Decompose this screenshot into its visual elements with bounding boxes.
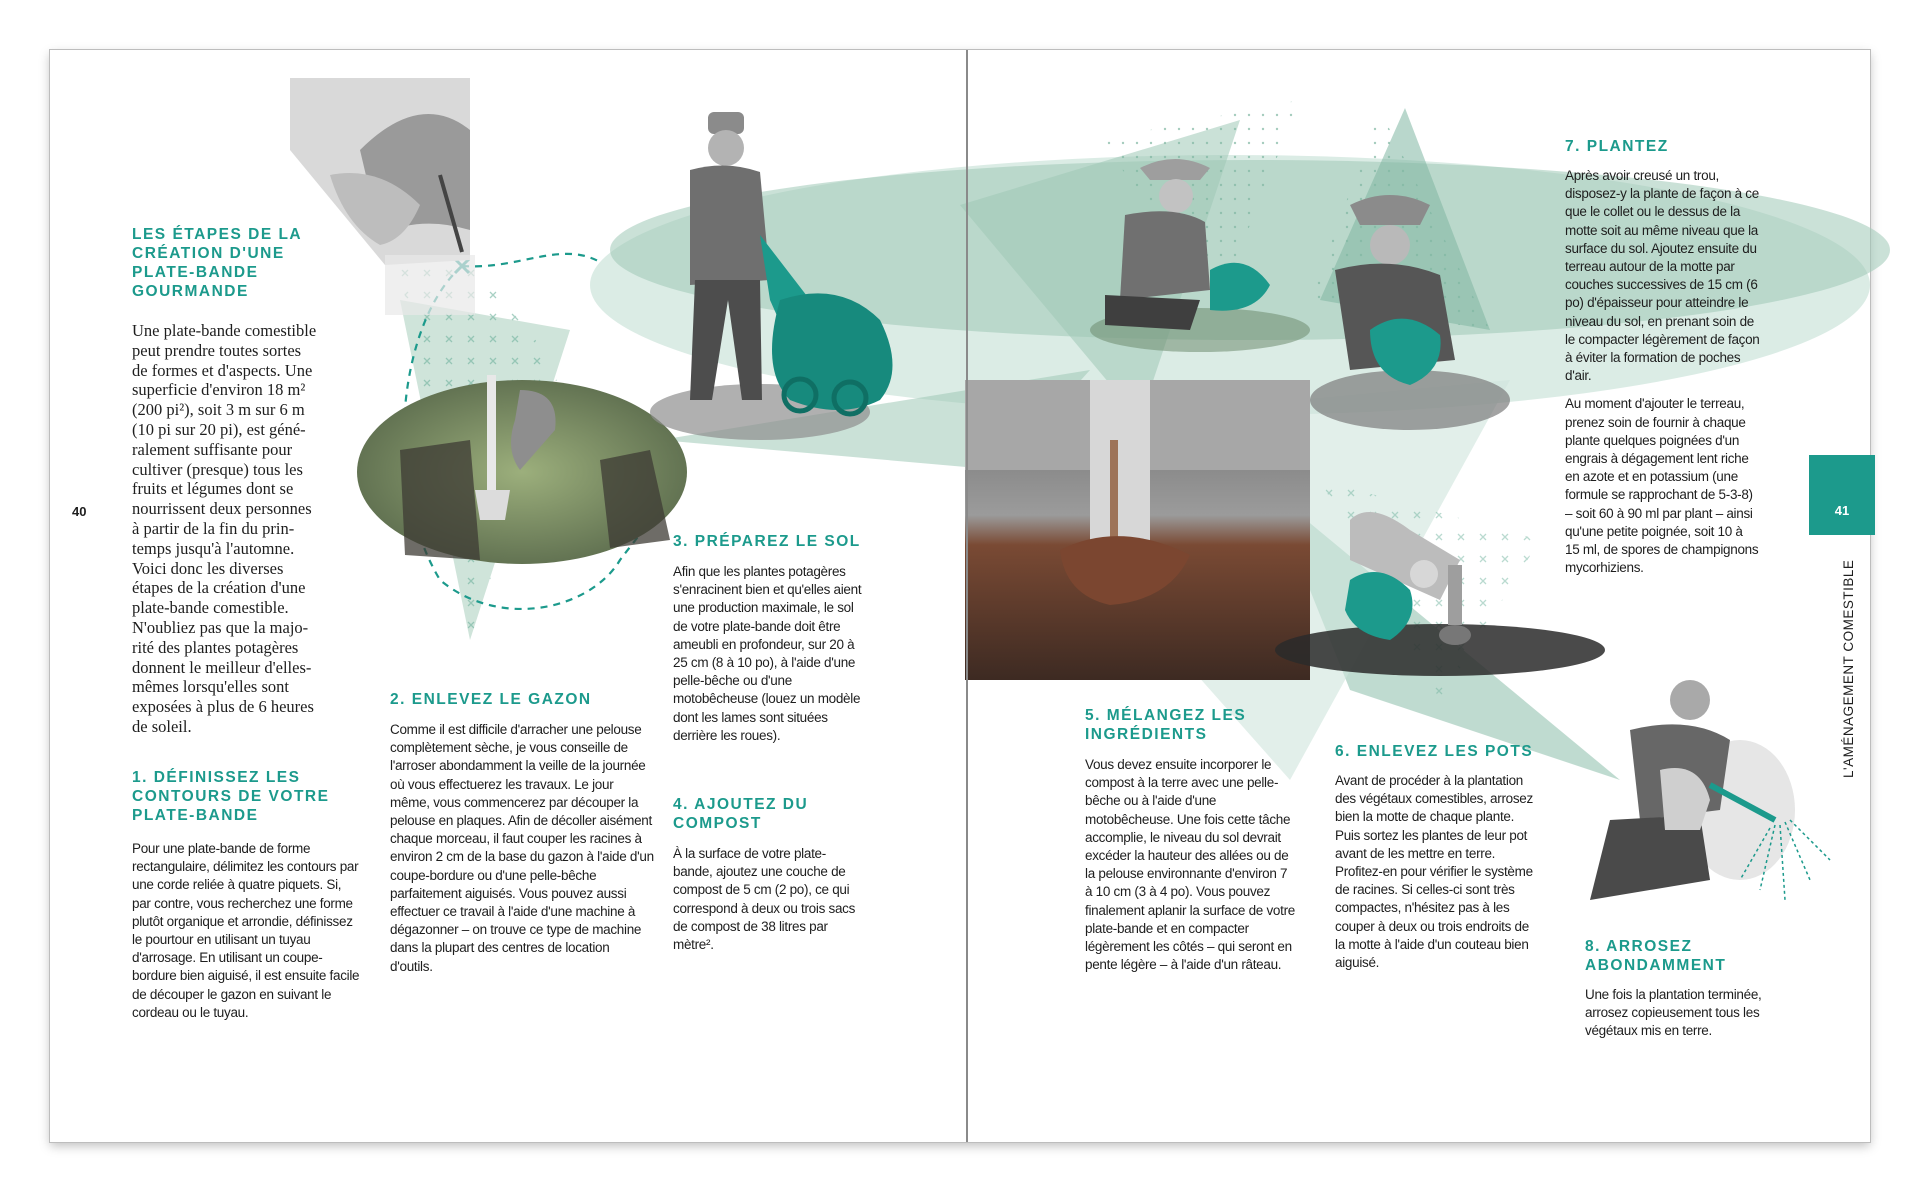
step-5-text	[1085, 756, 1295, 984]
intro-line: exposées à plus de 6 heures	[132, 697, 314, 717]
intro-line: peut prendre toutes sortes	[132, 340, 302, 360]
lawn-spade-photo	[357, 375, 687, 564]
step-8-text	[1585, 986, 1765, 1051]
step-2-heading: 2. ENLEVEZ LE GAZON	[390, 691, 592, 708]
page-number-left: 40	[72, 504, 87, 519]
step-2-paragraph: Comme il est difficile d'arracher une pelouse complètement sèche, je vous conseille de l'arroser abondamment la veille de la journée où vous effectuerez les travaux. Le jour même, vous commencerez par découper la pelouse en plaques. Afin de décoller aisément chaque morceau, il faut couper les racines à environ 2 cm de la base du gazon à l'aide d'un coupe-bordure ou d'une pelle-bêche parfaitement aiguisés. Vous pouvez aussi effectuer ce travail à l'aide d'une machine à dégazonner – on trouve ce type de machine dans la plupart des centres de location d'outils.	[390, 722, 654, 974]
page-number-right: 41	[1834, 503, 1850, 518]
intro-line: (10 pi sur 20 pi), est géné-	[132, 419, 306, 439]
step-7-text	[1565, 167, 1760, 587]
intro-line: temps jusqu'à l'automne.	[132, 538, 295, 558]
intro-line: de formes et d'aspects. Une	[132, 360, 313, 380]
intro-line: fruits et légumes dont se	[132, 479, 294, 499]
intro-line: nourrissent deux personnes	[132, 499, 312, 519]
step-4-paragraph: À la surface de votre plate-bande, ajoutez une couche de compost de 5 cm (2 po), ce qui correspond à deux ou trois sacs de compost de 38 litres par mètre².	[673, 846, 856, 953]
intro-line: mêmes lorsqu'elles sont	[132, 677, 289, 697]
shovel-compost-photo	[965, 380, 1310, 680]
step-1-paragraph: Pour une plate-bande de forme rectangulaire, délimitez les contours par une corde reliée à quatre piquets. Si, par contre, vous recherchez une forme plutôt organique et arrondie, définissez le pourtour en utilisant un tuyau d'arrosage. En utilisant un coupe-bordure bien aiguisé, il est ensuite facile de découper le gazon en suivant le cordeau ou le tuyau.	[132, 841, 360, 1020]
step-4-heading: 4. AJOUTEZ DU COMPOST	[673, 796, 809, 832]
intro-line: rité des plantes potagères	[132, 637, 299, 657]
step-7-heading: 7. PLANTEZ	[1565, 138, 1669, 155]
step-1-heading: 1. DÉFINISSEZ LES CONTOURS DE VOTRE PLATE-BANDE	[132, 769, 330, 824]
step-3-text	[673, 563, 863, 755]
step-3-paragraph: Afin que les plantes potagères s'enracinent bien et qu'elles aient une production maximale, le sol de votre plate-bande doit être ameubli en profondeur, sur 20 à 25 cm (8 à 10 po), à l'aide d'une pelle-bêche ou d'une motobêcheuse (louez un modèle dont les lames sont situées derrière les roues).	[673, 564, 862, 743]
intro-line: Voici donc les diverses	[132, 558, 284, 578]
step-6-heading: 6. ENLEVEZ LES POTS	[1335, 743, 1534, 760]
step-4-text	[673, 845, 863, 964]
intro-line: donnent le meilleur d'elles-	[132, 657, 312, 677]
step-7-paragraph: Après avoir creusé un trou, disposez-y la plante de façon à ce que le collet ou le dessus de la motte soit au même niveau que la surface du sol. Ajoutez ensuite du terreau autour de la motte par couches successives de 15 cm (6 po) d'épaisseur pour atteindre le niveau du sol, en prenant soin de le compacter légèrement de façon à éviter la formation de poches d'air.	[1565, 168, 1760, 384]
step-8-heading: 8. ARROSEZ ABONDAMMENT	[1585, 938, 1727, 974]
intro-line: plate-bande comestible.	[132, 598, 289, 618]
section-tab	[1809, 455, 1875, 535]
step-5-paragraph: Vous devez ensuite incorporer le compost à la terre avec une pelle-bêche ou à l'aide d'une motobêcheuse. Une fois cette tâche accomplie, le niveau du sol devrait excéder la hauteur des allées ou de la pelouse environnante d'environ 7 à 10 cm (3 à 4 po). Vous pouvez finalement aplanir la surface de votre plate-bande et en compacter légèrement les côtés – qui seront en pente légère – à l'aide d'un râteau.	[1085, 757, 1295, 973]
section-tab-label-wrap	[1840, 548, 1860, 778]
intro-line: superficie d'environ 18 m²	[132, 380, 306, 400]
intro-line: (200 pi²), soit 3 m sur 6 m	[132, 400, 305, 420]
watering-man-photo	[1590, 680, 1830, 900]
step-5-heading: 5. MÉLANGEZ LES INGRÉDIENTS	[1085, 707, 1247, 743]
intro-line: à partir de la fin du prin-	[132, 518, 295, 538]
intro-line: Une plate-bande comestible	[132, 321, 317, 340]
intro-line: ralement suffisante pour	[132, 439, 293, 459]
step-6-text	[1335, 772, 1535, 982]
step-8-paragraph: Une fois la plantation terminée, arrosez copieusement tous les végétaux mis en terre.	[1585, 987, 1762, 1039]
step-3-heading: 3. PRÉPAREZ LE SOL	[673, 533, 861, 550]
intro-line: N'oubliez pas que la majo-	[132, 617, 309, 637]
step-7-paragraph: Au moment d'ajouter le terreau, prenez soin de fournir à chaque plante quelques poignées d'un engrais à dégagement lent riche en azote et en potassium (une formule se rapprochant de 5-3-8) – soit 60 à 90 ml par plant – ainsi qu'une petite poignée, soit 10 à 15 ml, de spores de champignons mycorhiziens.	[1565, 396, 1759, 576]
step-6-paragraph: Avant de procéder à la plantation des végétaux comestibles, arrosez bien la motte de chaque plante. Puis sortez les plantes de leur pot avant de les mettre en terre. Profitez-en pour vérifier le système de racines. Si celles-ci sont très compactes, n'hésitez pas à les couper à deux ou trois endroits de la motte à l'aide d'un couteau bien aiguisé.	[1335, 773, 1533, 971]
intro-heading: LES ÉTAPES DE LA CRÉATION D'UNE PLATE-BANDE GOURMANDE	[132, 226, 303, 300]
intro-line: de soleil.	[132, 716, 192, 736]
intro-line: cultiver (presque) tous les	[132, 459, 303, 479]
step-1-text	[132, 840, 360, 1032]
intro-line: étapes de la création d'une	[132, 578, 306, 598]
step-2-text	[390, 721, 655, 986]
intro-text	[132, 321, 347, 737]
book-spine	[966, 50, 968, 1142]
section-tab-label: L'AMÉNAGEMENT COMESTIBLE	[1841, 559, 1856, 778]
